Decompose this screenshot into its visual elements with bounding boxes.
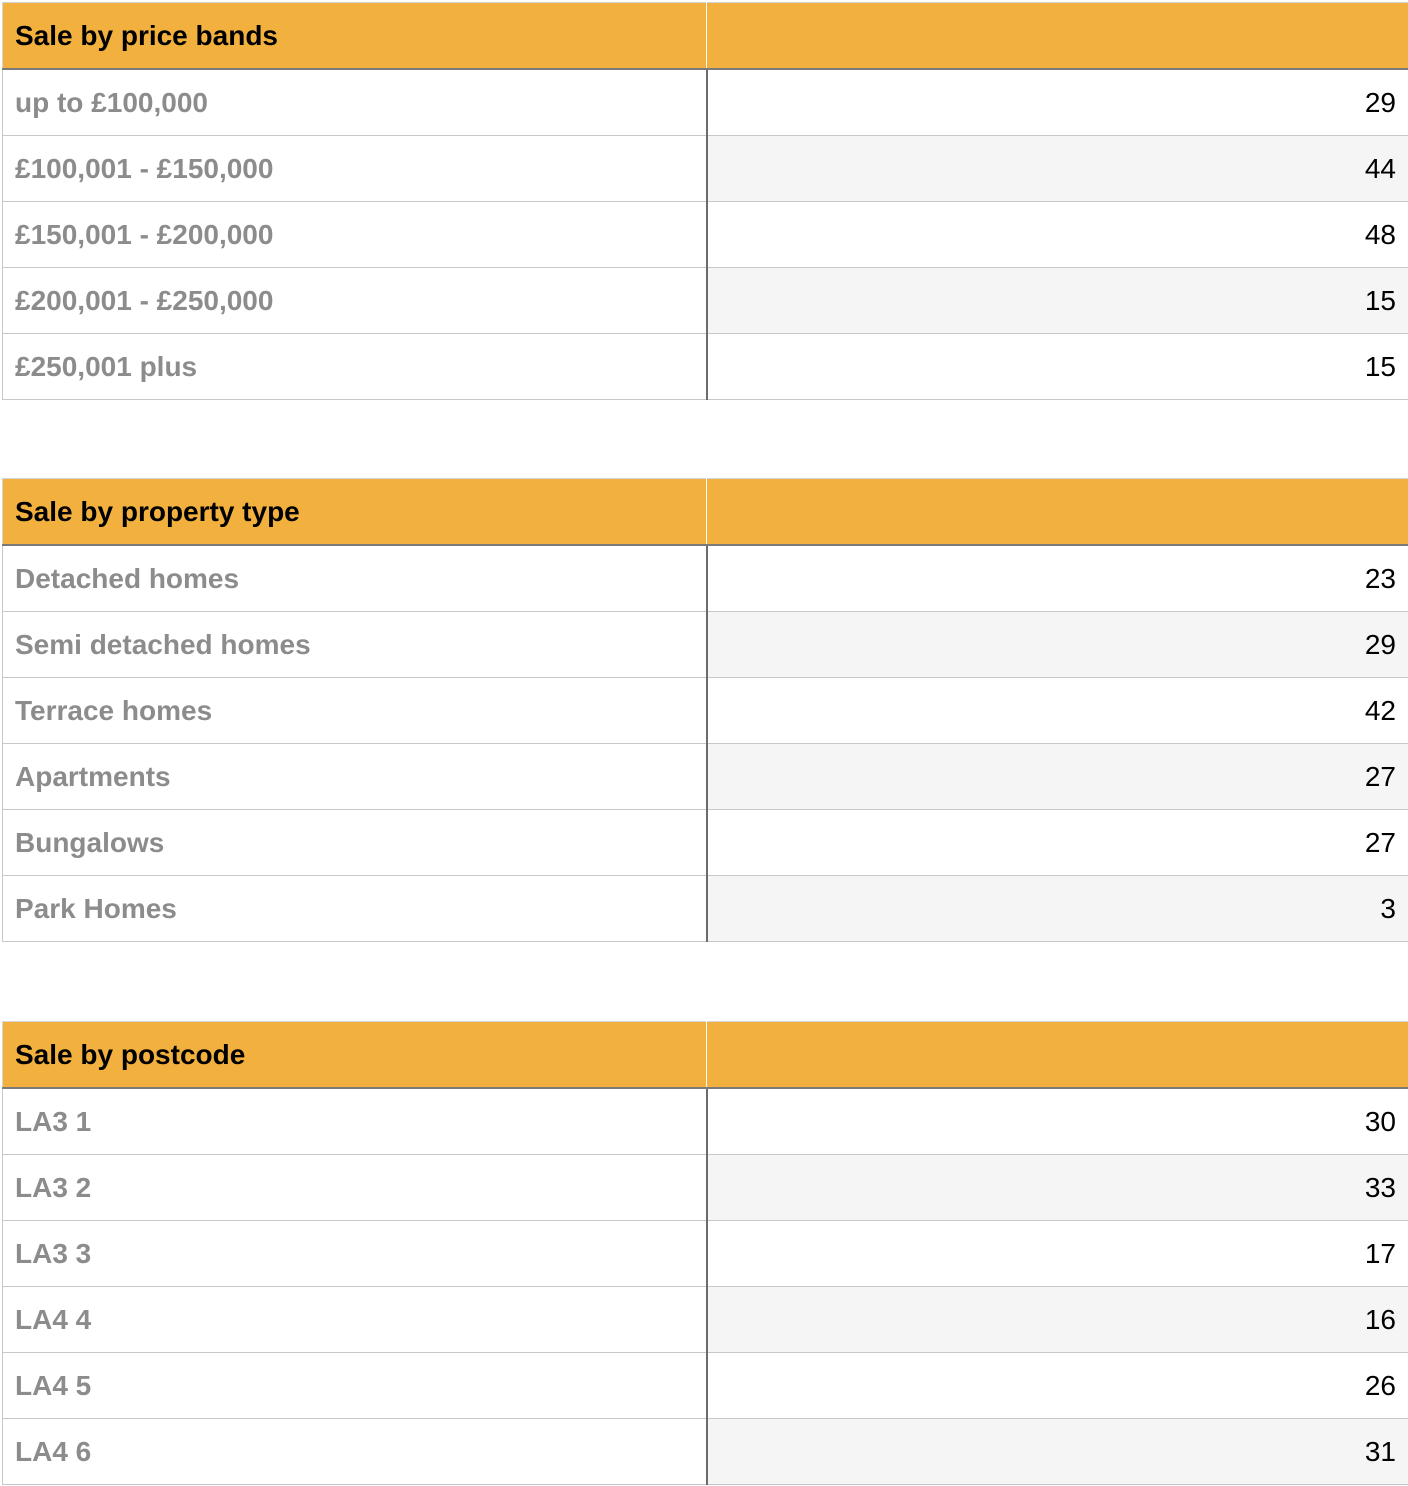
table-row — [3, 810, 1408, 876]
row-value: 30 — [707, 1088, 1408, 1155]
price-bands-title: Sale by price bands — [3, 3, 707, 70]
row-value: 29 — [707, 612, 1408, 678]
table-header-row — [3, 479, 1408, 546]
row-value: 16 — [707, 1287, 1408, 1353]
row-label: Apartments — [3, 744, 707, 810]
table-row — [3, 545, 1408, 612]
table-row — [3, 202, 1408, 268]
table-header-row — [3, 3, 1408, 70]
row-value: 17 — [707, 1221, 1408, 1287]
row-value: 48 — [707, 202, 1408, 268]
row-label: up to £100,000 — [3, 69, 707, 136]
table-row — [3, 334, 1408, 400]
row-value: 33 — [707, 1155, 1408, 1221]
postcode-title: Sale by postcode — [3, 1022, 707, 1089]
row-value: 27 — [707, 744, 1408, 810]
price-bands-table — [2, 2, 1408, 400]
row-label: LA4 4 — [3, 1287, 707, 1353]
table-row — [3, 69, 1408, 136]
table-row — [3, 876, 1408, 942]
row-label: LA4 5 — [3, 1353, 707, 1419]
table-header-row — [3, 1022, 1408, 1089]
row-label: LA3 1 — [3, 1088, 707, 1155]
table-row — [3, 1353, 1408, 1419]
row-value: 15 — [707, 268, 1408, 334]
table-row — [3, 744, 1408, 810]
row-label: £150,001 - £200,000 — [3, 202, 707, 268]
table-row — [3, 268, 1408, 334]
row-label: £200,001 - £250,000 — [3, 268, 707, 334]
row-label: £100,001 - £150,000 — [3, 136, 707, 202]
property-type-title: Sale by property type — [3, 479, 707, 546]
row-value: 31 — [707, 1419, 1408, 1485]
row-value: 42 — [707, 678, 1408, 744]
row-label: Bungalows — [3, 810, 707, 876]
row-value: 44 — [707, 136, 1408, 202]
header-empty-cell — [707, 3, 1408, 70]
table-row — [3, 1088, 1408, 1155]
row-label: Detached homes — [3, 545, 707, 612]
row-value: 3 — [707, 876, 1408, 942]
row-value: 29 — [707, 69, 1408, 136]
row-value: 23 — [707, 545, 1408, 612]
row-label: LA3 2 — [3, 1155, 707, 1221]
table-row — [3, 1287, 1408, 1353]
table-row — [3, 678, 1408, 744]
row-label: £250,001 plus — [3, 334, 707, 400]
header-empty-cell — [707, 479, 1408, 546]
row-label: Terrace homes — [3, 678, 707, 744]
table-row — [3, 1419, 1408, 1485]
row-value: 15 — [707, 334, 1408, 400]
row-value: 27 — [707, 810, 1408, 876]
row-label: Park Homes — [3, 876, 707, 942]
postcode-table — [2, 1021, 1408, 1485]
table-row — [3, 136, 1408, 202]
property-type-table — [2, 478, 1408, 942]
row-label: Semi detached homes — [3, 612, 707, 678]
header-empty-cell — [707, 1022, 1408, 1089]
table-row — [3, 612, 1408, 678]
table-row — [3, 1221, 1408, 1287]
row-value: 26 — [707, 1353, 1408, 1419]
row-label: LA3 3 — [3, 1221, 707, 1287]
table-row — [3, 1155, 1408, 1221]
row-label: LA4 6 — [3, 1419, 707, 1485]
